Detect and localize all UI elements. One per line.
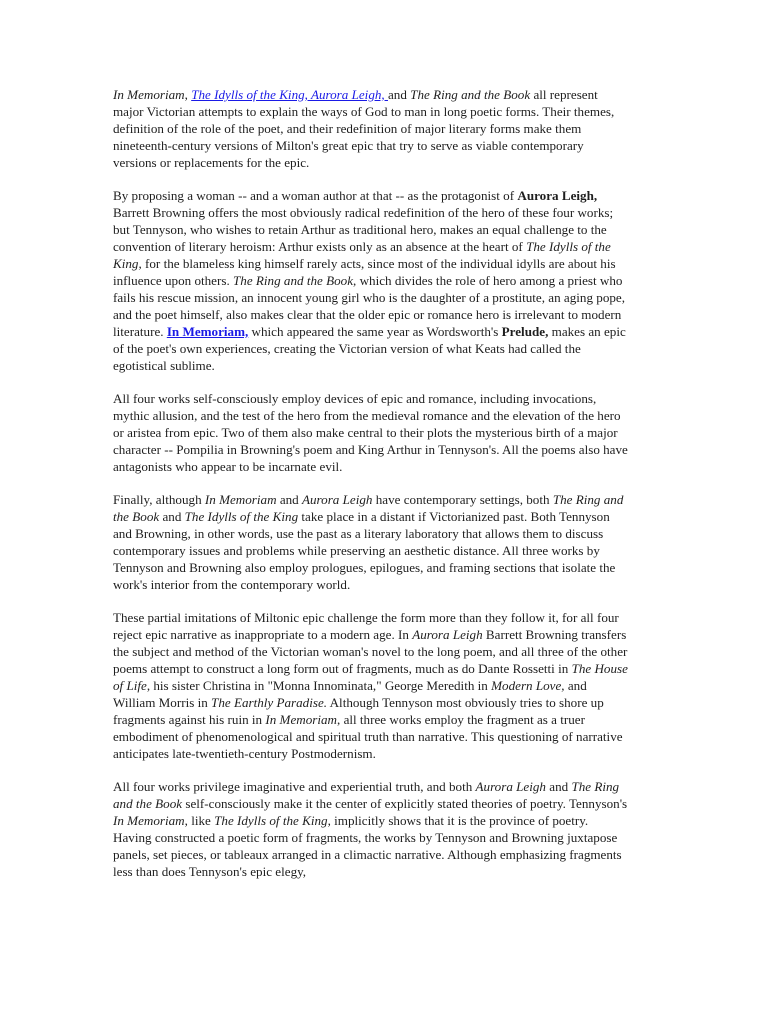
italic-title: The House of Life	[113, 661, 628, 693]
italic-title: Aurora Leigh	[302, 492, 373, 507]
text-run: for the blameless king himself rarely acts, since most of the individual idylls are about his influence upon others.	[113, 256, 616, 288]
italic-title: In Memoriam	[265, 712, 338, 727]
italic-title: The Ring and the Book	[410, 87, 531, 102]
italic-title: The Ring and the Book	[233, 273, 354, 288]
italic-title: The Idylls of the King,	[113, 239, 611, 271]
text-run: and William Morris in	[113, 678, 587, 710]
italic-title: In Memoriam	[113, 813, 185, 828]
text-run: ,	[184, 87, 192, 102]
text-run: , which divides the role of hero among a priest who fails his rescue mission, an innocent young girl who is the daughter of a prostitute, an aging pope, and the poet himself, also makes clear that the older epic or romance hero is irrelevant to modern literature.	[113, 273, 626, 339]
italic-title: Aurora Leigh	[475, 779, 546, 794]
paragraph-5	[113, 609, 629, 762]
italic-title: The Earthly Paradise.	[211, 695, 328, 710]
italic-title: The Idylls of the King	[184, 509, 299, 524]
text-run: self-consciously make it the center of explicitly stated theories of poetry. Tennyson's	[182, 796, 628, 811]
italic-title: In Memoriam	[204, 492, 277, 507]
text-run: take place in a distant if Victorianized past. Both Tennyson and Browning, in other words, use the past as a literary laboratory that allows them to discuss contemporary issues and problems while preserving an aesthetic distance. All three works by Tennyson and Browning also employ prologues, epilogues, and framing sections that isolate the work's interior from the contemporary world.	[113, 509, 616, 592]
italic-title: The Idylls of the King,	[214, 813, 331, 828]
title-link[interactable]: The Idylls of the King, Aurora Leigh,	[191, 87, 388, 102]
text-run: , like	[184, 813, 215, 828]
italic-title: In Memoriam	[113, 87, 185, 102]
text-run: Barrett Browning offers the most obviously radical redefinition of the hero of these four works; but Tennyson, who wishes to retain Arthur as traditional hero, makes an equal challenge to the convention of literary heroism: Arthur exists only as an absence at the heart of	[113, 205, 614, 254]
text-run: By proposing a woman -- and a woman author at that -- as the protagonist of	[113, 188, 518, 203]
text-run: All four works privilege imaginative and experiential truth, and both	[113, 779, 476, 794]
text-run: and	[545, 779, 572, 794]
paragraph-1	[113, 86, 629, 171]
paragraph-4	[113, 491, 629, 593]
text-run: have contemporary settings, both	[372, 492, 553, 507]
bold-title: Prelude,	[501, 324, 549, 339]
paragraph-3	[113, 390, 629, 475]
text-run: Barrett Browning transfers the subject and method of the Victorian woman's novel to the long poem, and all three of the other poems attempt to construct a long form out of fragments, much as do Dante Rossetti in	[113, 627, 628, 676]
text-run: which appeared the same year as Wordsworth's	[248, 324, 502, 339]
in-memoriam-link[interactable]: In Memoriam,	[166, 324, 249, 339]
italic-title: Modern Love,	[491, 678, 565, 693]
text-run: Although Tennyson most obviously tries to shore up fragments against his ruin in	[113, 695, 604, 727]
text-run: and	[387, 87, 411, 102]
bold-title: Aurora Leigh,	[517, 188, 598, 203]
text-run: These partial imitations of Miltonic epic challenge the form more than they follow it, for all four reject epic narrative as inappropriate to a modern age. In	[113, 610, 619, 642]
paragraph-2	[113, 187, 629, 374]
text-run: , his sister Christina in "Monna Innominata," George Meredith in	[146, 678, 492, 693]
text-run: , all three works employ the fragment as a truer embodiment of phenomenological and spiritual truth than narrative. This questioning of narrative anticipates late-twentieth-century Postmodernism.	[113, 712, 623, 761]
text-run: All four works self-consciously employ devices of epic and romance, including invocations, mythic allusion, and the test of the hero from the medieval romance and the elevation of the hero or aristea from epic. Two of them also make central to their plots the mysterious birth of a major character -- Pompilia in Browning's poem and King Arthur in Tennyson's. All the poems also have antagonists who appear to be incarnate evil.	[113, 391, 628, 474]
text-run: and	[276, 492, 302, 507]
document-body	[113, 86, 629, 896]
text-run: and	[159, 509, 185, 524]
italic-title: Aurora Leigh	[412, 627, 483, 642]
italic-title: The Ring and the Book	[113, 492, 624, 524]
paragraph-6	[113, 778, 629, 880]
text-run: makes an epic of the poet's own experiences, creating the Victorian version of what Keats had called the egotistical sublime.	[113, 324, 626, 373]
text-run: all represent major Victorian attempts to explain the ways of God to man in long poetic forms. Their themes, definition of the role of the poet, and their redefinition of major literary forms make them nineteenth-century versions of Milton's great epic that try to serve as viable contemporary versions or replacements for the epic.	[113, 87, 615, 170]
italic-title: The Ring and the Book	[113, 779, 620, 811]
text-run: Finally, although	[113, 492, 205, 507]
text-run: implicitly shows that it is the province of poetry. Having constructed a poetic form of fragments, the works by Tennyson and Browning juxtapose panels, set pieces, or tableaux arranged in a climactic narrative. Although emphasizing fragments less than does Tennyson's epic elegy,	[113, 813, 622, 879]
